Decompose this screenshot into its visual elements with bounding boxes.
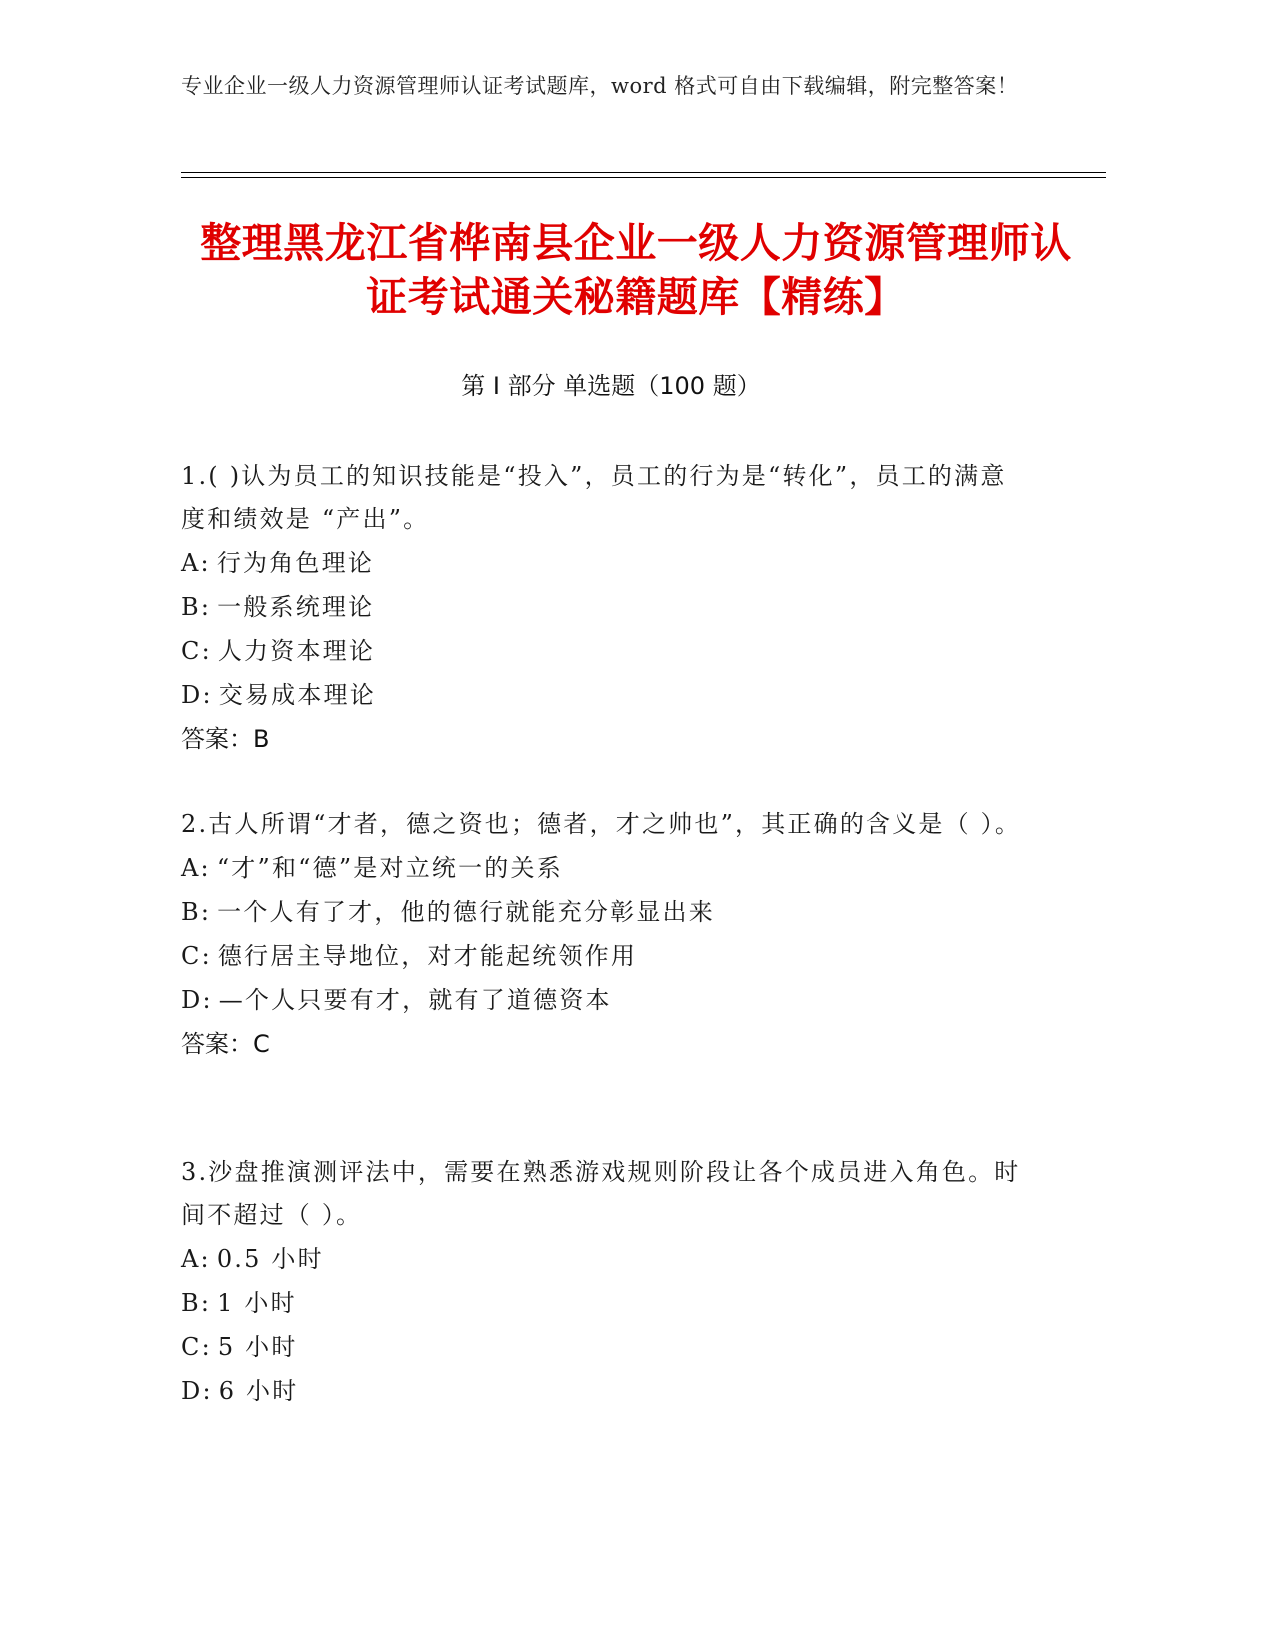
option-text: 一个人有了才，他的德行就能充分彰显出来 <box>217 898 715 926</box>
option-text: 6 小时 <box>218 1377 299 1405</box>
header-rule-bottom <box>181 177 1106 178</box>
option-b <box>181 585 1031 629</box>
option-c <box>181 629 1031 673</box>
option-letter: D: <box>181 1377 213 1405</box>
option-letter: C: <box>181 1333 212 1361</box>
option-letter: A: <box>181 1245 211 1273</box>
option-text: 人力资本理论 <box>217 637 376 665</box>
option-letter: B: <box>181 593 212 621</box>
option-d <box>181 673 1031 717</box>
question-stem: 2.古人所谓“才者，德之资也；德者，才之帅也”，其正确的含义是（ ）。 <box>181 810 1022 838</box>
section-heading: 第 I 部分 单选题（100 题） <box>461 372 761 400</box>
question-2 <box>181 803 1031 1066</box>
answer: 答案：B <box>181 725 270 753</box>
question-stem: 3.沙盘推演测评法中，需要在熟悉游戏规则阶段让各个成员进入角色。时间不超过（ ）。 <box>181 1158 1021 1229</box>
option-letter: B: <box>181 1289 212 1317</box>
option-c <box>181 1325 1031 1369</box>
option-letter: A: <box>181 549 211 577</box>
option-letter: D: <box>181 986 213 1014</box>
option-d <box>181 1369 1031 1413</box>
option-c <box>181 934 1031 978</box>
option-letter: C: <box>181 637 212 665</box>
header-note: 专业企业一级人力资源管理师认证考试题库，word 格式可自由下载编辑，附完整答案！ <box>181 74 1019 98</box>
option-text: “才”和“德”是对立统一的关系 <box>216 854 563 882</box>
option-b <box>181 1281 1031 1325</box>
option-letter: C: <box>181 942 212 970</box>
option-a <box>181 541 1031 585</box>
document-title: 整理黑龙江省桦南县企业一级人力资源管理师认证考试通关秘籍题库【精练】 <box>200 219 1072 321</box>
option-letter: B: <box>181 898 212 926</box>
option-text: 一般系统理论 <box>217 593 375 621</box>
question-1 <box>181 455 1031 761</box>
option-text: 德行居主导地位，对才能起统领作用 <box>217 942 638 970</box>
option-letter: D: <box>181 681 213 709</box>
option-b <box>181 890 1031 934</box>
option-text: 0.5 小时 <box>216 1245 324 1273</box>
option-text: 行为角色理论 <box>216 549 375 577</box>
option-text: —个人只要有才，就有了道德资本 <box>218 986 612 1014</box>
option-letter: A: <box>181 854 211 882</box>
option-d <box>181 978 1031 1022</box>
option-text: 5 小时 <box>217 1333 298 1361</box>
option-a <box>181 846 1031 890</box>
header-rule-top <box>181 172 1106 173</box>
option-text: 1 小时 <box>217 1289 297 1317</box>
option-a <box>181 1237 1031 1281</box>
question-3 <box>181 1151 1031 1413</box>
question-stem: 1.( )认为员工的知识技能是“投入”，员工的行为是“转化”，员工的满意度和绩效是 “产出”。 <box>181 462 1007 533</box>
option-text: 交易成本理论 <box>218 681 376 709</box>
answer: 答案：C <box>181 1030 270 1058</box>
